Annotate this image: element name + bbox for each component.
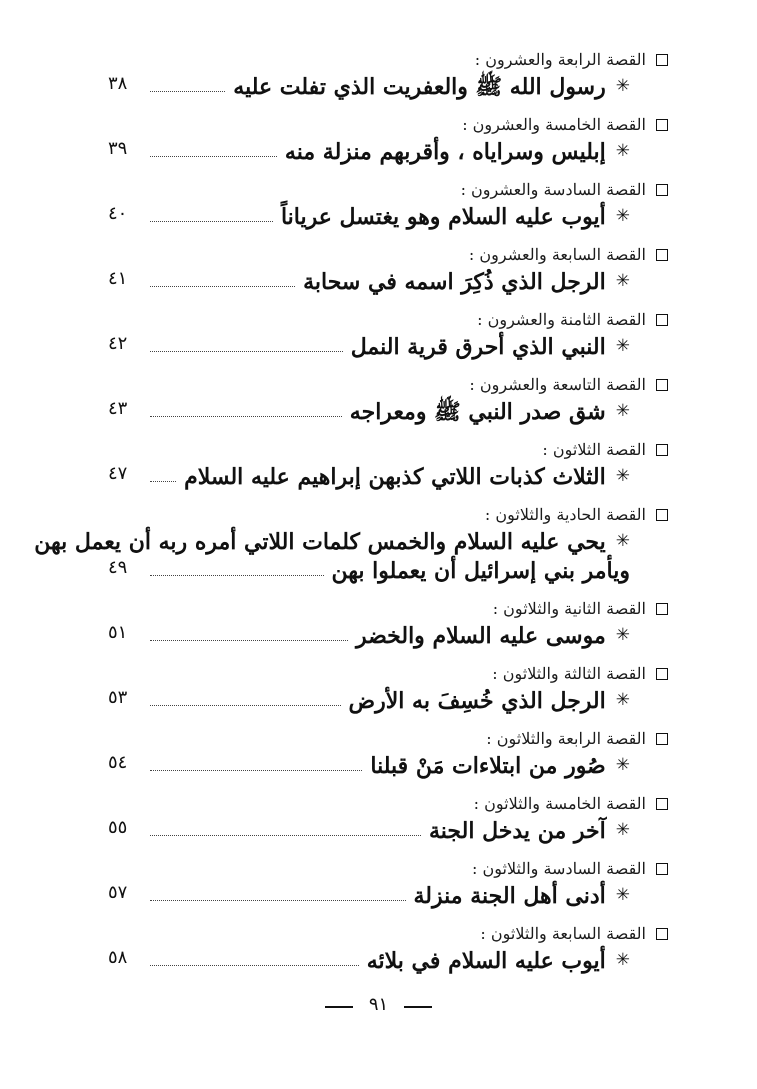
toc-entry <box>108 268 668 304</box>
entry-row <box>108 138 630 173</box>
toc-entry <box>108 398 668 434</box>
entry-page-number: ٥٥ <box>108 817 128 838</box>
entry-row <box>108 622 630 657</box>
entry-page-number: ٤٢ <box>108 333 128 354</box>
footer-dash-left <box>325 1006 353 1008</box>
page-number: ٩١ <box>368 994 389 1015</box>
entry-row <box>108 752 630 787</box>
entry-page-number: ٤٠ <box>108 203 128 224</box>
entry-row <box>108 333 630 368</box>
section-heading <box>108 593 668 625</box>
section-heading <box>108 369 668 401</box>
entry-page-number: ٤١ <box>108 268 128 289</box>
entry-title: أيوب عليه السلام وهو يغتسل عرياناً <box>280 204 606 230</box>
entry-title: الرجل الذي ذُكِرَ اسمه في سحابة <box>303 269 606 295</box>
asterisk-bullet-icon: ✳ <box>615 76 630 96</box>
checkbox-icon <box>656 509 668 521</box>
entry-title: رسول الله ﷺ والعفريت الذي تفلت عليه <box>233 74 606 100</box>
entry-title: أدنى أهل الجنة منزلة <box>413 883 606 909</box>
section-heading <box>108 918 668 950</box>
dot-leader <box>150 351 343 352</box>
entry-row <box>108 463 630 498</box>
asterisk-bullet-icon: ✳ <box>615 466 630 486</box>
section-heading-label: القصة السابعة والعشرون : <box>468 245 646 264</box>
asterisk-bullet-icon: ✳ <box>615 885 630 905</box>
footer-dash-right <box>404 1006 432 1008</box>
entry-page-number: ٣٩ <box>108 138 128 159</box>
toc-entry <box>108 882 668 918</box>
checkbox-icon <box>656 184 668 196</box>
toc-entry <box>108 463 668 499</box>
dot-leader <box>150 705 341 706</box>
section-heading-label: القصة الرابعة والثلاثون : <box>486 729 646 748</box>
entry-row <box>108 817 630 852</box>
entry-page-number: ٤٧ <box>108 463 128 484</box>
checkbox-icon <box>656 444 668 456</box>
toc-entry <box>34 529 668 593</box>
entry-page-number: ٥١ <box>108 622 128 643</box>
toc-entry <box>108 203 668 239</box>
section-heading <box>108 658 668 690</box>
entry-second-line <box>108 557 630 592</box>
dot-leader <box>150 156 277 157</box>
dot-leader <box>150 835 421 836</box>
dot-leader <box>150 640 348 641</box>
asterisk-bullet-icon: ✳ <box>615 206 630 226</box>
entry-title: موسى عليه السلام والخضر <box>355 623 606 649</box>
section-heading <box>108 44 668 76</box>
section-heading-label: القصة الثالثة والثلاثون : <box>492 664 646 683</box>
table-of-contents <box>34 44 668 983</box>
section-heading <box>108 434 668 466</box>
asterisk-bullet-icon: ✳ <box>615 336 630 356</box>
section-heading <box>108 109 668 141</box>
checkbox-icon <box>656 928 668 940</box>
section-heading <box>108 788 668 820</box>
checkbox-icon <box>656 798 668 810</box>
dot-leader <box>150 91 225 92</box>
section-heading <box>108 723 668 755</box>
entry-row <box>108 687 630 722</box>
entry-title: أيوب عليه السلام في بلائه <box>366 948 606 974</box>
asterisk-bullet-icon: ✳ <box>615 401 630 421</box>
asterisk-bullet-icon: ✳ <box>615 625 630 645</box>
dot-leader <box>150 481 176 482</box>
checkbox-icon <box>656 733 668 745</box>
entry-page-number: ٥٣ <box>108 687 128 708</box>
entry-row <box>108 73 630 108</box>
checkbox-icon <box>656 863 668 875</box>
checkbox-icon <box>656 603 668 615</box>
entry-row <box>108 203 630 238</box>
checkbox-icon <box>656 668 668 680</box>
asterisk-bullet-icon: ✳ <box>615 950 630 970</box>
page-footer <box>0 996 757 1026</box>
entry-title: الرجل الذي خُسِفَ به الأرض <box>348 688 606 714</box>
section-heading-label: القصة التاسعة والعشرون : <box>469 375 646 394</box>
checkbox-icon <box>656 249 668 261</box>
toc-entry <box>108 947 668 983</box>
dot-leader <box>150 221 273 222</box>
section-heading-label: القصة الثانية والثلاثون : <box>492 599 646 618</box>
entry-row <box>108 947 630 982</box>
section-heading-label: القصة السادسة والثلاثون : <box>472 859 646 878</box>
asterisk-bullet-icon: ✳ <box>615 271 630 291</box>
section-heading-label: القصة السابعة والثلاثون : <box>480 924 646 943</box>
section-heading <box>108 239 668 271</box>
dot-leader <box>150 286 295 287</box>
asterisk-bullet-icon: ✳ <box>615 141 630 161</box>
entry-title: آخر من يدخل الجنة <box>429 818 606 844</box>
entry-page-number: ٤٣ <box>108 398 128 419</box>
entry-page-number: ٥٤ <box>108 752 128 773</box>
toc-entry <box>108 622 668 658</box>
section-heading-label: القصة السادسة والعشرون : <box>460 180 646 199</box>
section-heading-label: القصة الخامسة والثلاثون : <box>473 794 646 813</box>
toc-entry <box>108 333 668 369</box>
section-heading-label: القصة الحادية والثلاثون : <box>484 505 646 524</box>
toc-entry <box>108 73 668 109</box>
dot-leader <box>150 770 362 771</box>
dot-leader <box>150 416 342 417</box>
section-heading <box>108 853 668 885</box>
checkbox-icon <box>656 314 668 326</box>
entry-page-number: ٤٩ <box>108 557 128 578</box>
section-heading <box>108 304 668 336</box>
entry-row <box>108 268 630 303</box>
entry-page-number: ٣٨ <box>108 73 128 94</box>
entry-title: صُور من ابتلاءات مَنْ قبلنا <box>370 753 606 779</box>
asterisk-bullet-icon: ✳ <box>615 755 630 775</box>
section-heading-label: القصة الثامنة والعشرون : <box>477 310 646 329</box>
section-heading-label: القصة الرابعة والعشرون : <box>474 50 646 69</box>
entry-page-number: ٥٨ <box>108 947 128 968</box>
toc-entry <box>108 138 668 174</box>
entry-title: شق صدر النبي ﷺ ومعراجه <box>349 399 606 425</box>
entry-title-line-1: يحي عليه السلام والخمس كلمات اللاتي أمره ربه أن يعمل بهن <box>34 529 606 555</box>
dot-leader <box>150 575 324 576</box>
section-heading-label: القصة الخامسة والعشرون : <box>462 115 646 134</box>
asterisk-bullet-icon: ✳ <box>615 690 630 710</box>
dot-leader <box>150 965 359 966</box>
section-heading <box>108 174 668 206</box>
checkbox-icon <box>656 54 668 66</box>
toc-entry <box>108 687 668 723</box>
section-heading <box>108 499 668 531</box>
entry-page-number: ٥٧ <box>108 882 128 903</box>
entry-row <box>108 882 630 917</box>
entry-title-line-2: ويأمر بني إسرائيل أن يعملوا بهن <box>331 558 630 584</box>
asterisk-bullet-icon: ✳ <box>615 531 630 551</box>
dot-leader <box>150 900 406 901</box>
asterisk-bullet-icon: ✳ <box>615 820 630 840</box>
entry-title: إبليس وسراياه ، وأقربهم منزلة منه <box>284 139 606 165</box>
toc-entry <box>108 817 668 853</box>
entry-title: الثلاث كذبات اللاتي كذبهن إبراهيم عليه السلام <box>184 464 606 490</box>
entry-row <box>108 398 630 433</box>
toc-entry <box>108 752 668 788</box>
checkbox-icon <box>656 119 668 131</box>
checkbox-icon <box>656 379 668 391</box>
section-heading-label: القصة الثلاثون : <box>542 440 646 459</box>
entry-title: النبي الذي أحرق قرية النمل <box>350 334 606 360</box>
